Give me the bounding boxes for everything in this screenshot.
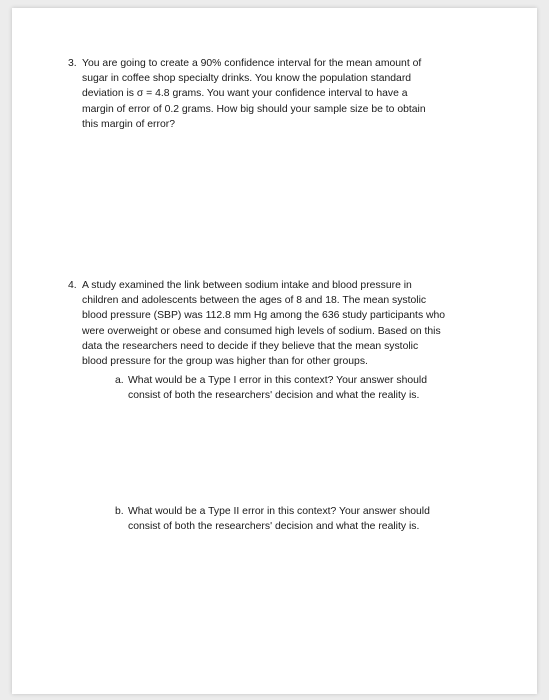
question-3 (68, 56, 477, 132)
question-3-line: deviation is σ = 4.8 grams. You want your confidence interval to have a (82, 88, 408, 100)
question-4-line: were overweight or obese and consumed high levels of sodium. Based on this (82, 325, 441, 337)
question-4-line: blood pressure (SBP) was 112.8 mm Hg among the 636 study participants who (82, 310, 446, 322)
question-4b (115, 504, 488, 534)
document-page (12, 8, 537, 694)
question-4b-line: consist of both the researchers' decision and what the reality is. (128, 521, 420, 533)
question-4a (115, 373, 488, 403)
question-3-line: You are going to create a 90% confidence interval for the mean amount of (82, 58, 422, 69)
question-4-line: A study examined the link between sodium intake and blood pressure in (82, 280, 412, 291)
question-4 (68, 278, 477, 369)
question-3-line: margin of error of 0.2 grams. How big should your sample size be to obtain (82, 103, 426, 115)
question-4-line: data the researchers need to decide if they believe that the mean systolic (82, 340, 419, 352)
question-4b-label: b. (115, 506, 124, 517)
question-4a-label: a. (115, 375, 124, 386)
question-4-line: blood pressure for the group was higher than for other groups. (82, 356, 368, 368)
question-4a-line: What would be a Type I error in this context? Your answer should (128, 375, 427, 386)
question-4-line: children and adolescents between the ages of 8 and 18. The mean systolic (82, 295, 427, 307)
question-3-line: sugar in coffee shop specialty drinks. You know the population standard (82, 73, 412, 85)
question-4a-line: consist of both the researchers' decision and what the reality is. (128, 390, 420, 402)
question-4b-line: What would be a Type II error in this context? Your answer should (128, 506, 430, 517)
question-4-number: 4. (68, 280, 77, 291)
question-3-number: 3. (68, 58, 77, 69)
question-3-line: this margin of error? (82, 118, 175, 130)
